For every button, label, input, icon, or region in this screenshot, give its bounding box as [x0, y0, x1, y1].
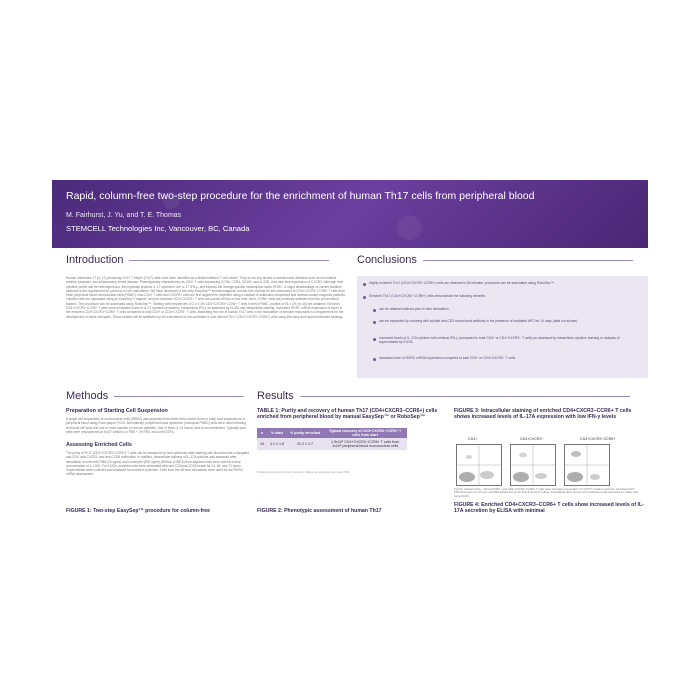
table-cell: 16 [257, 438, 267, 450]
affiliation: STEMCELL Technologies Inc, Vancouver, BC, Canada [66, 224, 250, 233]
figure-3-note: Freshly isolated CD4+, CD4+CXCR3− and CD4+CXCR3−CCR6+ T cells were stimulated overnight in X-VIVO™ medium and then stimulated with PMA/ionomycin for 5 hours with BFA added during the final 4 hours of culture. Intracellular IFN-γ and IL-17A expression was assessed on viable cells using FACS. [454, 488, 639, 498]
table-header: n [257, 428, 267, 438]
methods-subheading: Preparation of Starting Cell Suspension [66, 408, 168, 414]
flow-plot [564, 444, 610, 486]
flow-plot [510, 444, 556, 486]
flow-plot-graphic [457, 445, 501, 485]
results-heading-text: Results [257, 390, 294, 402]
table-row [257, 438, 407, 450]
bullet-icon [373, 309, 376, 312]
flow-plot-label: CD4+CXCR3−CCR6+ [580, 437, 616, 441]
table-header-row [257, 428, 407, 438]
table-header: % start [267, 428, 287, 438]
authors: M. Fairhurst, J. Yu, and T. E. Thomas [66, 212, 182, 219]
flow-plot-graphic [565, 445, 609, 485]
section-rule [129, 260, 329, 261]
figure-3-caption: FIGURE 3: Intracellular staining of enriched CD4+CXCR3−CCR6+ T cells shows increased levels of IL-17A expression with low IFN-γ levels [454, 408, 632, 421]
flow-plot-label: CD4+CXCR3− [520, 437, 544, 441]
table-header: % purity enriched [287, 428, 323, 438]
bullet-icon [363, 283, 366, 286]
conclusion-item: Enriched Th17 (CD4+CXCR3−CCR6+) cells demonstrate the following benefits: [369, 294, 486, 298]
bullet-icon [373, 321, 376, 324]
conclusions-heading-text: Conclusions [357, 254, 417, 266]
conclusions-heading [357, 254, 633, 266]
figure-4-caption: FIGURE 4: Enriched CD4+CXCR3−CCR6+ T cells show increased levels of IL-17A secretion by ELISA with minimal [454, 502, 644, 515]
table-header: Typical recovery of CD4+CXCR3−CCR6+ T cells from start [323, 428, 407, 438]
results-table [257, 428, 407, 450]
figure-2-caption: FIGURE 2: Phenotypic assessment of human Th17 [257, 508, 382, 514]
bullet-icon [363, 296, 366, 299]
flow-plot-graphic [511, 445, 555, 485]
figure-1-caption: FIGURE 1: Two-step EasySep™ procedure for column-free [66, 508, 211, 514]
methods-heading [66, 390, 244, 402]
table-cell: 4.1 ± 1.8 [267, 438, 287, 450]
conclusion-subitem: increased levels of IL-17A cytokine with minimal IFN-γ (compared to total CD4+ or CD4+CXCR3− T cells) as assessed by intracellular cytokine staining or analysis of supernatants by ELISA [379, 336, 620, 345]
introduction-heading-text: Introduction [66, 254, 124, 266]
methods-text: A single cell suspension of mononuclear cells (PBMC) was prepared from either fresh whole blood or buffy coat suspensions of peripheral blood using Ficoll-paque PLUS. Alternatively, peripheral blood apheresis (Leukopak PBMC) cells were used following red blood cell lysis and one or more washes to remove platelets. Use of fresh (1-24 hours) cells is recommended. Typically start cells were resuspended at 5x10⁷ cells/mL in PBS + 2% FBS and 1mM EDTA. [66, 417, 246, 434]
conclusions-panel [357, 276, 648, 378]
conclusion-subitem: can be obtained without prior in vitro stimulation [379, 307, 449, 311]
table-cell: 1.5x10⁵ CD4+CXCR3−CCR6+ T cells from 1x10⁸ peripheral blood mononuclear cells [323, 438, 407, 450]
conclusion-subitem: can be expanded by culturing with soluble anti-CD3 monoclonal antibody in the presence of irradiated APC for 14 days (data not shown) [379, 319, 578, 323]
section-rule [423, 260, 633, 261]
poster [52, 180, 648, 520]
table-1-caption: TABLE 1: Purity and recovery of human Th17 (CD4+CXCR3−CCR6+) cells enriched from peripheral blood by manual EasySep™ or RoboSep™ [257, 408, 438, 421]
section-rule [300, 396, 630, 397]
results-heading [257, 390, 630, 402]
bullet-icon [373, 358, 376, 361]
conclusion-item: Highly enriched Th17 (CD4+CXCR3−CCR6+) cells are obtained in 80 minutes; procedure can be automated using RoboSep™. [369, 281, 555, 285]
bullet-icon [373, 338, 376, 341]
poster-title: Rapid, column-free two-step procedure for the enrichment of human Th17 cells from peripheral blood [66, 190, 535, 202]
methods-heading-text: Methods [66, 390, 109, 402]
methods-subheading: Assessing Enriched Cells [66, 442, 132, 448]
section-rule [114, 396, 244, 397]
table-cell: 91.3 ± 3.7 [287, 438, 323, 450]
conclusion-subitem: increased level of RORC mRNA expression compared to total CD4+ or CD4+CXCR3− T cells [379, 356, 516, 360]
introduction-text: Human interleukin 17 (IL-17) producing CD4+ T helper (Th17) cells have been identified as a distinct effector T cell subset. They act as key drivers of autoimmune diseases such as rheumatoid arthritis, psoriasis, and inflammatory bowel disease. Phenotypically characterized as CD4+ T cells expressing CCR6, CCR4, CD161, and IL-23R, they also lack expression of CXCR3. Although their cytokine profile can be heterogeneous, they typically produce IL-17 cytokines, are IL-17 IFN-γ, and express the lineage-specific transcription factor RORC. A major disadvantage of current isolation methods is the requirement for previous in vitro stimulation. We have developed a two-step EasySep™ immunomagnetic column-free method for the enrichment of CD4+CXCR3−CCR6+ T cells from fresh peripheral blood mononuclear cells (PBMC). Non-CD4+ T cells and CXCR3+ cells are first targeted for depletion using a cocktail of antibodies complexed and dextran-coated magnetic particles. Labeled cells are separated using an EasySep™ magnet, and pre-enriched CD4+CXCR3− T cells are poured off into a new tube. Next, CCR6+ cells are positively selected from the pre-enriched fraction. The procedure can be automated using RoboSep™. Starting with frequencies of 3.4 ± 3% CD4+CXCR3−CCR6+ T cells in fresh PBMC, purities of 91 ± 3% (n=16) are obtained. Enriched CD4+CXCR3−CCR6+ T cells show increased levels of IL-17 cytokine production. Intracellular IFN-γ as assessed by ELISA and intracellular staining. Increased RORC mRNA expression is found in the enriched CD4+CXCR3−CCR6+ T cells compared to total CD4+ or CD4+CXCR3− T cells, illustrating the role of human Th17 cells in the modulation of immune responses is a requirement for the development of future therapies. These studies will be facilitated by the enrichment of non-activated in vivo derived Th17 (CD4+CXCR3−CCR6+) cells using this easy and rapid enrichment strategy. [66, 276, 346, 319]
introduction-heading [66, 254, 329, 266]
table-note: Purities determined by flow cytometry. Values are expressed as mean ±SD. [257, 470, 351, 474]
methods-text: The purity of Th17 (CD4+CXCR3−CCR6+) T cells can be measured by flow cytometry after staining with fluorochrome-conjugated anti-CD4, anti-CXCR3, and anti-CCR6 antibodies. In addition, intracellular staining of IL-17A cytokine was assessed after stimulation of cells with PMA (10 ng/ml) and ionomycin (500 ng/ml) (Ref/Ion A 0BFA) from adjacent cells were used at a final concentration of 1:1,000. For ELISA, enriched cells were stimulated with anti-CD3/anti-CD28 beads for 24, 48, and 72 hours. Supernatants were collected and analysed for secreted cytokines. Cells from the 48 hour stimulation were used for the RORC mRNA assessment. [66, 451, 250, 477]
flow-plot-label: CD4+ [468, 437, 478, 441]
title-banner [52, 180, 648, 248]
flow-plot [456, 444, 502, 486]
